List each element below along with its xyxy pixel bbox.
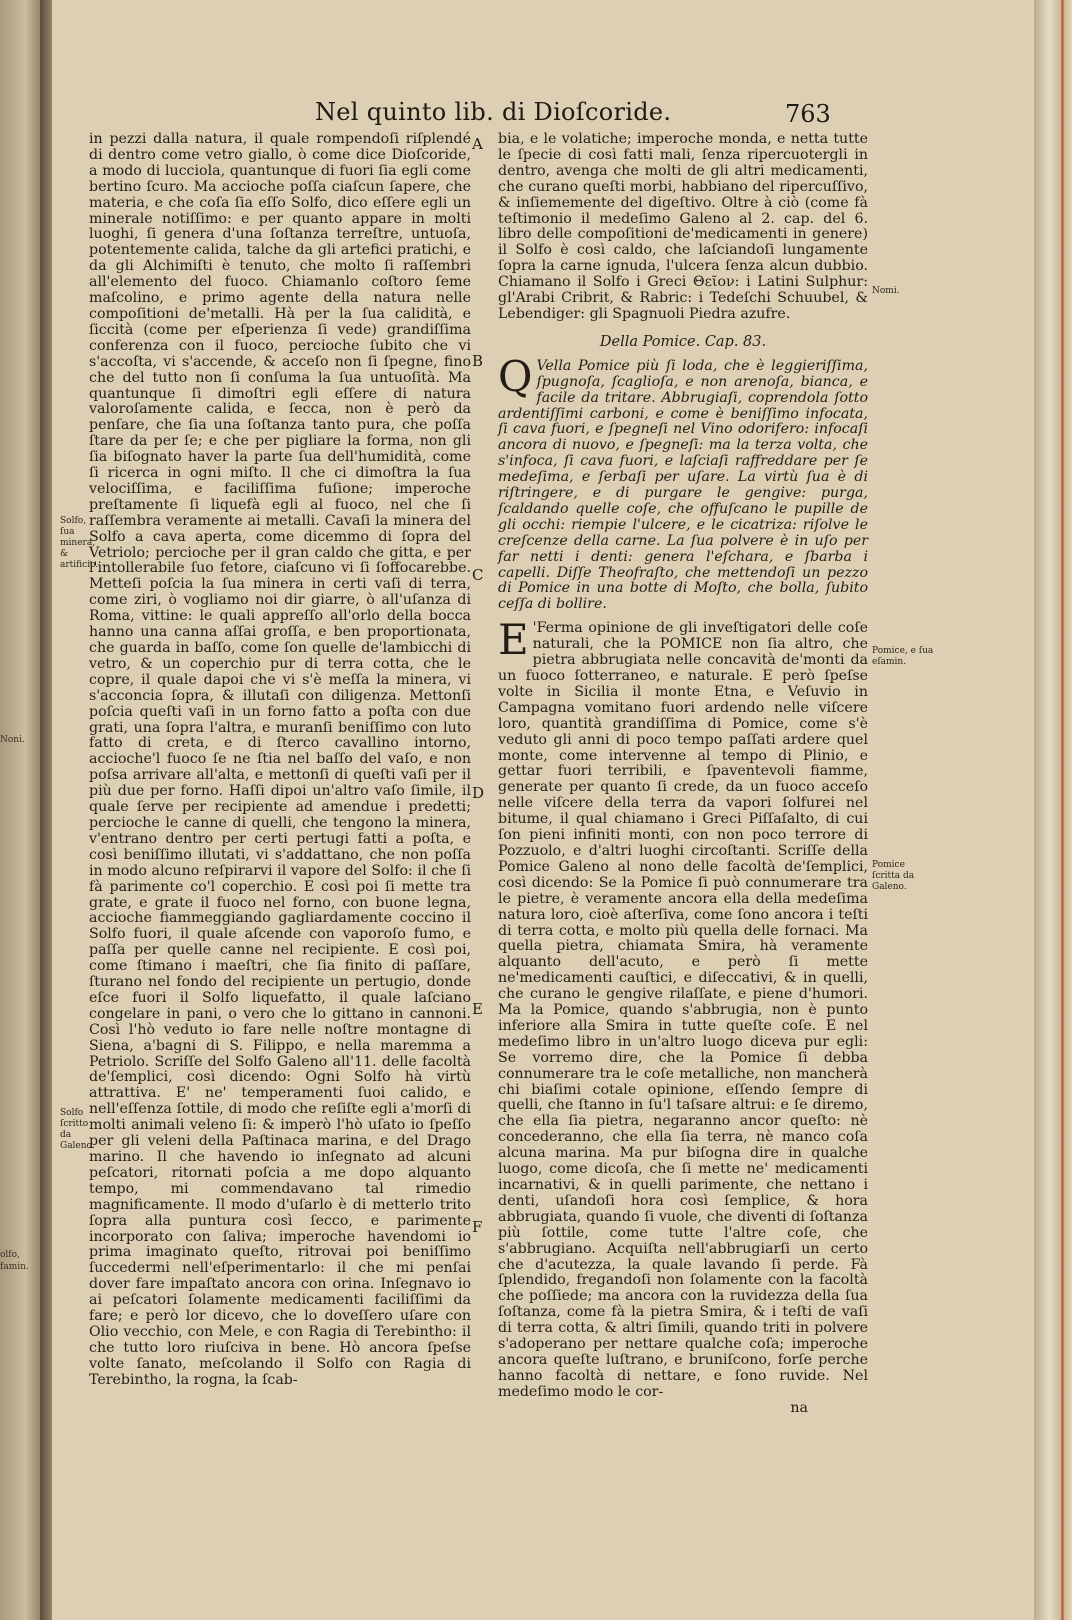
drop-cap-q: Q [498,351,533,401]
page-number: 763 [785,100,831,128]
right-column [498,132,868,1417]
catchword: na [790,1399,808,1416]
commentary-text [498,615,868,1400]
previous-page-edge [0,0,42,1620]
dioscorides-text-body: Vella Pomice più ſi loda, che è leggieriſſima, ſpugnoſa, ſcaglioſa, e non arenoſa, bianca, e facile da tritare. Abbrugiaſi, coprendola ſotto ardentiſſimi carboni, e come è beniſſimo infocata, ſi cava fuori, e ſpegneſi nel Vino odorifero: infocaſi ancora di nuovo, e ſpegneſi: ma la terza volta, che s'infoca, ſi cava fuori, e laſciaſi raffreddare per ſe medeſima, e ſerbaſi per uſare. La virtù ſua è di riſtringere, e di purgare le gengive: purga, ſcaldando quelle coſe, che offuſcano le pupille de gli occhi: riempie l'ulcere, e le cicatriza: riſolve le creſcenze della carne. La ſua polvere è in uſo per far netti i denti: genera l'eſchara, e ſbarba i capelli. Diſſe Theofraſto, che mettendoſi un pezzo di Pomice in una botte di Moſto, che bolla, ſubito ceſſa di bollire. [498,357,868,613]
margin-note-names: Nomi. [872,286,900,296]
left-column [89,132,471,1389]
prev-margin-note-1: Noni. [0,735,25,745]
prev-margin-note-2: olfo, [0,1250,20,1260]
margin-note-sulphur-ore: Solfo, ſua minera, & artificio. [60,516,99,570]
margin-note-sulphur-galen: Solfo ſcritto da Galeno. [60,1108,95,1151]
drop-cap-e: E [498,615,529,665]
commentary-text-body: 'Ferma opinione de gli inveſtigatori delle coſe naturali, che la POMICE non ſia altro, che pietra abbrugiata nelle concavità de'monti da un fuoco ſotterraneo, e naturale. E però ſpeſse volte in Sicilia il monte Etna, e Veſuvio in Campagna vomitano fuori ardendo nelle viſcere loro, quantità grandiſſima di Pomice, come s'è veduto gli anni di poco tempo paſſati ardere quel monte, come intervenne al tempo di Plinio, e gettar fuori terribili, e ſpaventevoli fiamme, generate per quanto ſi crede, da un fuoco acceſo nelle viſcere della terra da vapori ſolfurei nel bitume, il qual chiamano i Greci Piſſaſalto, di cui ſon pieni infiniti monti, con non poco terrore di Pozzuolo, e d'altri luoghi circoſtanti. Scriſſe della Pomice Galeno al nono delle facoltà de'ſemplici, così dicendo: Se la Pomice ſi può connumerare tra le pietre, è veramente ancora ella della medeſima natura loro, cioè aſterſiva, come ſono ancora i teſti di terra cotta, e molto più quella delle fornaci. Ma quella pietra, chiamata Smira, hà veramente alquanto dell'acuto, e però ſi mette ne'medicamenti cauſtici, e diſeccativi, & in quelli, che curano le gengive rilaſſate, e piene d'humori. Ma la Pomice, quando s'abbrugia, non è punto inferiore alla Smira in tutte queſte coſe. E nel medeſimo libro in un'altro luogo diceva pur egli: Se vorremo dire, che la Pomice ſi debba connumerare tra le coſe metalliche, non mancherà chi biaſimi cotale opinione, eſſendo ſempre di quelli, che ſtanno in ſu'l taſsare altrui: e ſe diremo, che ella ſia pietra, negaranno ancor queſto: nè concederanno, che ella ſia terra, nè manco coſa alcuna marina. Ma pur biſogna dire in qualche luogo, come dicoſa, che ſi mette ne' medicamenti incarnativi, & in quelli parimente, che nettano i denti, uſandoſi hora così ſemplice, & hora abbrugiata, quando ſi vuole, che diventi di ſoſtanza più ſottile, come tutte l'altre coſe, che s'abbrugiano. Acquiſta nell'abbrugiarſi un certo che d'acutezza, la quale lavando ſi perde. Fà ſplendido, fregandoſi non ſolamente con la facoltà che poſſiede; ma ancora con la ruvidezza della ſua ſoſtanza, come fà la pietra Smira, & i teſti de vaſi di terra cotta, & altri ſimili, quando triti in polvere s'adoperano per nettare qualche coſa; imperoche ancora queſte luſtrano, e bruniſcono, forſe perche hanno facoltà di nettare, e ſono ruvide. Nel medeſimo modo le cor- [498,620,868,1400]
section-marker-c: C [472,566,484,584]
prev-margin-note-3: famin. [0,1262,29,1272]
section-marker-a: A [472,135,483,153]
page-edges [1034,0,1072,1620]
section-marker-e: E [472,1000,483,1018]
section-marker-d: D [472,784,485,802]
margin-note-pumice-exam: Pomice, e ſua eſamin. [872,646,934,667]
section-marker-b: B [472,352,484,370]
chapter-heading: Della Pomice. Cap. 83. [599,333,767,350]
dioscorides-text [498,351,868,614]
section-marker-f: F [472,1218,483,1236]
running-header: Nel quinto lib. di Dioſcoride. [315,98,672,126]
margin-note-pumice-galen: Pomice ſcritta da Galeno. [872,860,915,892]
sulphur-text-end: bia, e le volatiche; imperoche monda, e netta tutte le ſpecie di così fatti mali, ſenza ripercuotergli in dentro, avenga che molti de gli altri medicamenti, che curano queſti morbi, habbiano del ripercuſſivo, & inſiememente del digeſtivo. Oltre à ciò (come fà teſtimonio il medeſimo Galeno al 2. cap. del 6. libro delle compoſitioni de'medicamenti in genere) il Solfo è così caldo, che laſciandoſi lungamente ſopra la carne ignuda, l'ulcera ſenza alcun dubbio. Chiamano il Solfo i Greci Θεῖον: i Latini Sulphur: gl'Arabi Cribrit, & Rabric: i Tedeſchi Schuubel, & Lebendiger: gli Spagnuoli Piedra azufre. [498,131,868,322]
left-column-text: in pezzi dalla natura, il quale rompendoſi riſplendé di dentro come vetro giallo, ò come dice Dioſcoride, a modo di lucciola, quantunque di fuori ſia egli come bertino ſcuro. Ma accioche poſſa ciaſcun ſapere, che materia, e che coſa ſia eſſo Solfo, dico eſſere egli un minerale notiſſimo: e per quanto appare in molti luoghi, ſi genera d'una ſoſtanza terreſtre, untuoſa, potentemente calida, talche da gli artefici pratichi, e da gli Alchimiſti è tenuto, che molto ſi raſſembri all'elemento del fuoco. Chiamanlo coſtoro ſeme maſcolino, e primo agente della natura nelle compoſitioni de'metalli. Hà per la ſua calidità, e ſiccità (come per eſperienza ſi vede) grandiſſima conferenza con il fuoco, percioche ſubito che vi s'accoſta, vi s'accende, & acceſo non ſi ſpegne, fino che del tutto non ſi conſuma la ſua untuoſità. Ma quantunque ſi dimoſtri egli eſſere di natura valoroſamente calida, e ſecca, non è però da penſare, che ſia una ſoſtanza tanto pura, che poſſa ſtare da per ſe; e che per pigliare la forma, non gli ſia biſognato haver la parte ſua dell'humidità, come ſi ricerca in ogni miſto. Il che ci dimoſtra la ſua velociſſima, e faciliſſima fuſione; imperoche preſtamente ſi liquefà egli al fuoco, nel che ſi raſſembra veramente ai metalli. Cavaſi la minera del Solfo a cava aperta, come dicemmo di ſopra del Vetriolo; percioche per il gran caldo che gitta, e per l'intollerabile ſuo fetore, ciaſcuno vi ſi ſoffocarebbe. Metteſi poſcia la ſua minera in certi vaſi di terra, come ziri, ò vogliamo noi dir giarre, ò all'uſanza di Roma, vittine: le quali appreſſo all'orlo della bocca hanno una canna aſſai groſſa, e ben proportionata, che guarda in baſſo, come ſon quelle de'lambicchi di vetro, & un coperchio pur di terra cotta, che le copre, il quale dapoi che vi s'è meſſa la minera, vi s'acconcia ſopra, & illutaſi con diligenza. Mettonſi poſcia queſti vaſi in un forno fatto a poſta con due grati, una ſopra l'altra, e muranſi beniſſimo con luto fatto di creta, e di ſterco cavallino intorno, accioche'l fuoco ſe ne ſtia nel baſſo del vaſo, e non poſsa arrivare all'alta, e mettonſi di queſti vaſi per il più due per forno. Haſſi dipoi un'altro vaſo ſimile, il quale ſerve per recipiente ad amendue i predetti; percioche le canne di quelli, che tengono la minera, v'entrano dentro per certi pertugi fatti a poſta, e così beniſſimo illutati, vi s'addattano, che non poſſa in modo alcuno reſpirarvi il vapore del Solfo: il che ſi fà parimente co'l coperchio. E così poi ſi mette tra grate, e grate il fuoco nel forno, con buone legna, accioche fiammeggiando gagliardamente coccino il Solfo fuori, il quale aſcende con vaporoſo fumo, e paſſa per quelle canne nel recipiente. E così poi, come ſtimano i maeſtri, che ſia finito di paſſare, ſturano nel fondo del recipiente un pertugio, donde eſce fuori il Solfo liquefatto, il quale laſciano congelare in pani, o vero che lo gittano in cannoni. Così l'hò veduto io fare nelle noſtre montagne di Siena, a'bagni di S. Filippo, e nella maremma a Petriolo. Scriſſe del Solfo Galeno all'11. delle facoltà de'ſemplici, così dicendo: Ogni Solfo hà virtù attrattiva. E' ne' temperamenti ſuoi calido, e nell'eſſenza ſottile, di modo che reſiſte egli a'morſi di molti animali veleno ſi: & imperò l'hò uſato io ſpeſſo per gli veleni della Paſtinaca marina, e del Drago marino. Il che havendo io inſegnato ad alcuni peſcatori, ritornati poſcia a me dopo alquanto tempo, mi commendavano tal rimedio magnificamente. Il modo d'uſarlo è di metterlo trito ſopra alla puntura così ſecco, e parimente incorporato con ſaliva; imperoche havendomi io prima imaginato queſto, ritrovai poi beniſſimo ſuccedermi nell'eſperimentarlo: il che mi penſai dover fare impaſtato ancora con orina. Inſegnavo io ai peſcatori ſolamente medicamenti faciliſſimi da fare; e però lor dicevo, che lo doveſſero uſare con Olio vecchio, con Mele, e con Ragia di Terebintho: il che tutto loro riuſciva in bene. Hò ancora ſpeſse volte ſanato, meſcolando il Solfo con Ragia di Terebintho, la rogna, la ſcab- [89,131,471,1388]
